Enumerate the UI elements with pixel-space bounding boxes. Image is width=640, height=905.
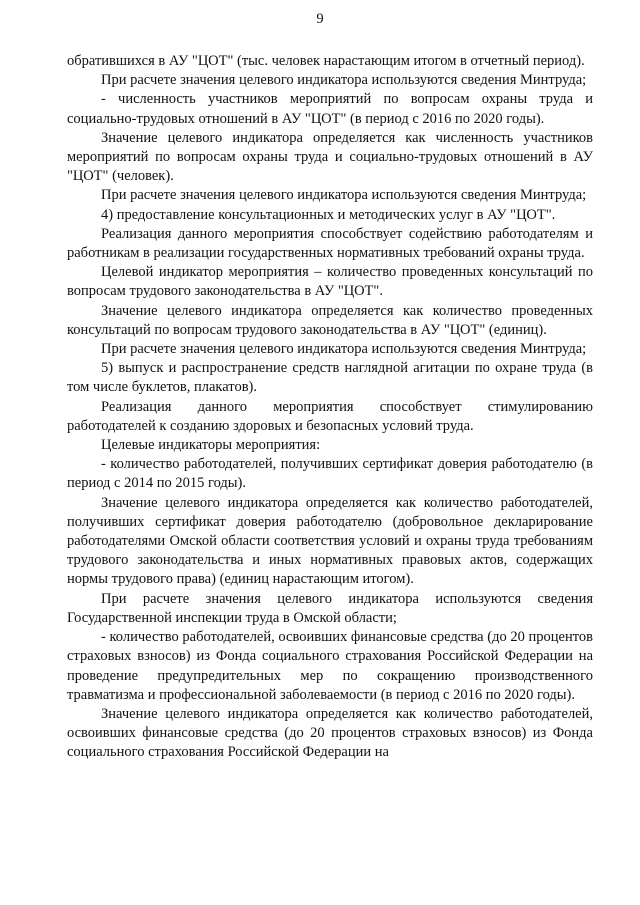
- paragraph: - численность участников мероприятий по вопросам охраны труда и социально-трудовых отношений в АУ "ЦОТ" (в период с 2016 по 2020 годы).: [67, 91, 593, 127]
- paragraph: Целевой индикатор мероприятия – количество проведенных консультаций по вопросам трудового законодательства в АУ "ЦОТ".: [67, 264, 593, 300]
- paragraph: Реализация данного мероприятия способствует стимулированию работодателей к созданию здоровых и безопасных условий труда.: [67, 398, 593, 434]
- paragraph: обратившихся в АУ "ЦОТ" (тыс. человек нарастающим итогом в отчетный период).: [67, 53, 585, 69]
- paragraph: - количество работодателей, освоивших финансовые средства (до 20 процентов страховых взносов) из Фонда социального страхования Российской Федерации на проведение предупредительных мер по сокращению производственного травматизма и профессиональной заболеваемости (в период с 2016 по 2020 годы).: [67, 629, 593, 703]
- paragraph: При расчете значения целевого индикатора используются сведения Государственной инспекции труда в Омской области;: [67, 590, 593, 626]
- paragraph: Значение целевого индикатора определяется как количество проведенных консультаций по вопросам трудового законодательства в АУ "ЦОТ" (единиц).: [67, 302, 593, 338]
- paragraph: - количество работодателей, получивших сертификат доверия работодателю (в период с 2014 по 2015 годы).: [67, 456, 593, 492]
- paragraph: При расчете значения целевого индикатора используются сведения Минтруда;: [101, 341, 587, 358]
- paragraph: При расчете значения целевого индикатора используются сведения Минтруда;: [101, 72, 587, 89]
- paragraph: Значение целевого индикатора определяется как количество работодателей, получивших сертификат доверия работодателю (добровольное декларирование работодателями Омской области соответствия условий и охраны труда требованиям трудового законодательства и иных нормативных правовых актов, содержащих нормы трудового права) (единиц нарастающим итогом).: [67, 494, 593, 588]
- paragraph: При расчете значения целевого индикатора используются сведения Минтруда;: [101, 187, 587, 204]
- paragraph: Значение целевого индикатора определяется как количество работодателей, освоивших финансовые средства (до 20 процентов страховых взносов) из Фонда социального страхования Российской Федерации на: [67, 705, 593, 761]
- paragraph: 4) предоставление консультационных и методических услуг в АУ "ЦОТ".: [101, 206, 556, 223]
- paragraph: Целевые индикаторы мероприятия:: [101, 437, 321, 454]
- document-body: [67, 52, 593, 763]
- paragraph: Значение целевого индикатора определяется как численность участников мероприятий по вопросам охраны труда и социально-трудовых отношений в АУ "ЦОТ" (человек).: [67, 129, 593, 185]
- page-number: 9: [316, 11, 324, 27]
- paragraph: Реализация данного мероприятия способствует содействию работодателям и работникам в реализации государственных нормативных требований охраны труда.: [67, 225, 593, 262]
- paragraph: 5) выпуск и распространение средств наглядной агитации по охране труда (в том числе буклетов, плакатов).: [67, 360, 593, 396]
